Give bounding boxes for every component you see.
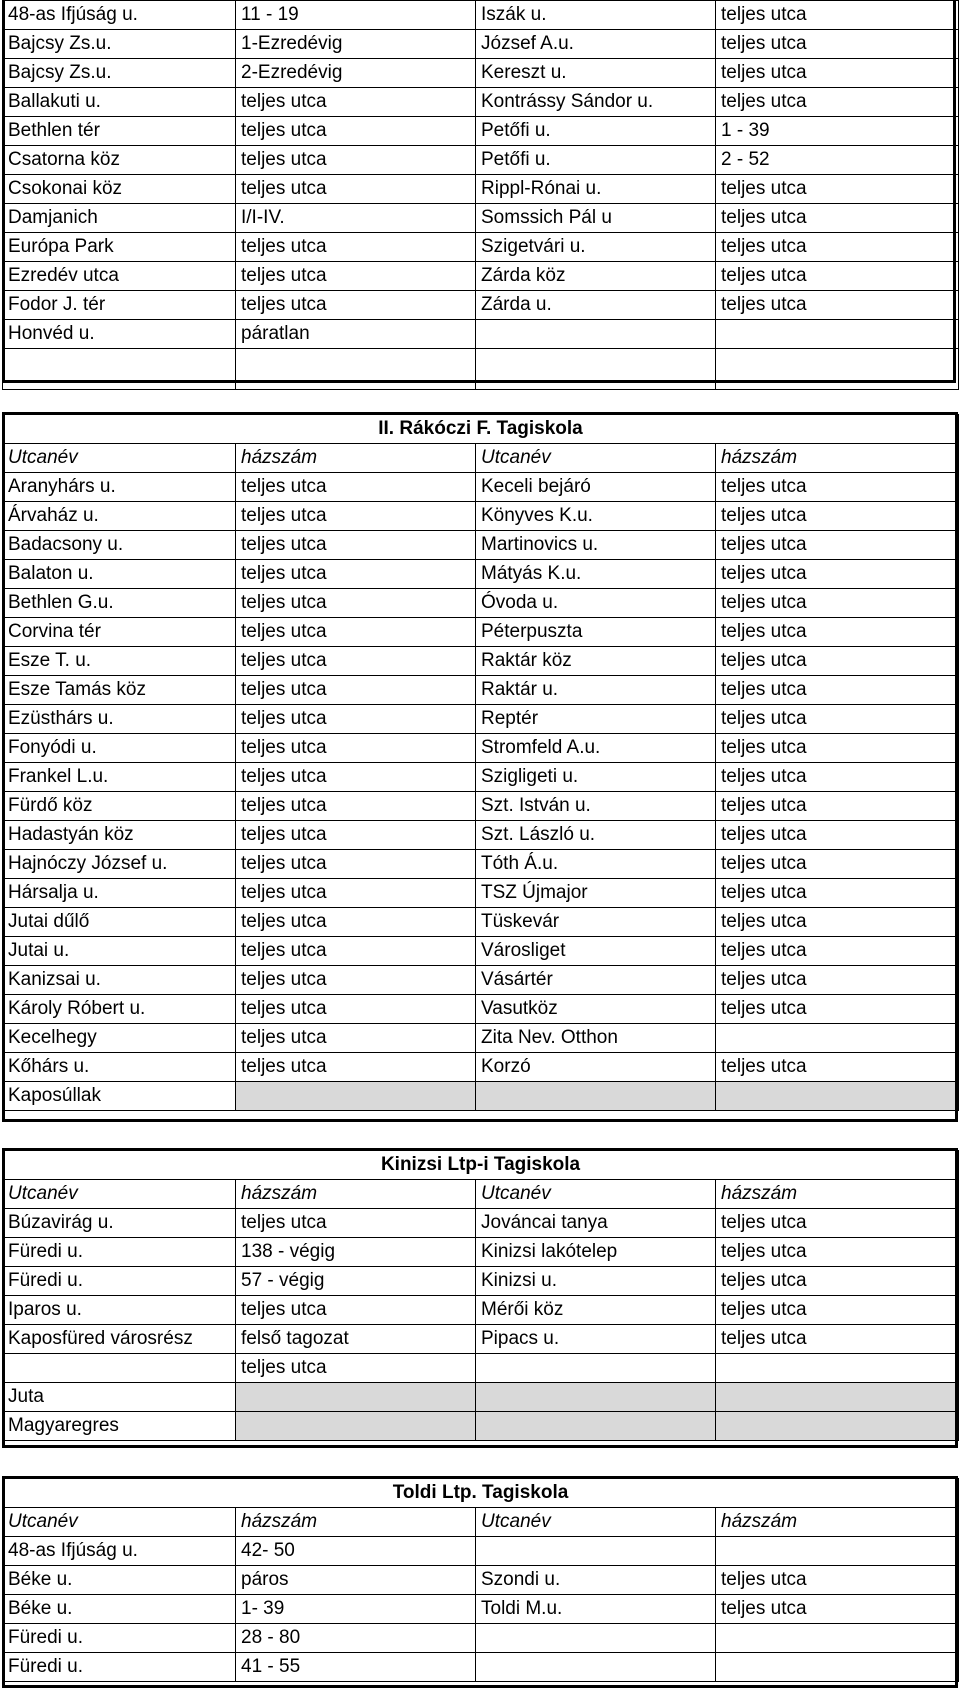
street-name-cell: 48-as Ifjúság u. <box>3 1 236 30</box>
house-number-cell: teljes utca <box>236 1209 476 1238</box>
header-house-number: házszám <box>236 444 476 473</box>
street-name-cell: Füredi u. <box>3 1653 236 1682</box>
house-number-cell <box>716 320 959 349</box>
house-number-cell: 2 - 52 <box>716 146 959 175</box>
table-row <box>3 1209 959 1238</box>
street-name-cell: Könyves K.u. <box>476 502 716 531</box>
house-number-cell <box>716 1653 959 1682</box>
street-name-cell: Keceli bejáró <box>476 473 716 502</box>
section-title: Kinizsi Ltp-i Tagiskola <box>3 1151 959 1180</box>
house-number-cell: teljes utca <box>716 473 959 502</box>
street-name-cell: Európa Park <box>3 233 236 262</box>
header-street-name: Utcanév <box>476 1180 716 1209</box>
header-house-number: házszám <box>716 444 959 473</box>
street-name-cell: Hadastyán köz <box>3 821 236 850</box>
street-name-cell: Kecelhegy <box>3 1024 236 1053</box>
toldi-section-table <box>2 1478 959 1682</box>
table-row <box>3 531 959 560</box>
table-row <box>3 937 959 966</box>
table-row <box>3 589 959 618</box>
house-number-cell: teljes utca <box>716 995 959 1024</box>
street-name-cell: Mátyás K.u. <box>476 560 716 589</box>
street-name-cell: Korzó <box>476 1053 716 1082</box>
street-name-cell <box>476 1537 716 1566</box>
street-name-cell: Szigetvári u. <box>476 233 716 262</box>
street-name-cell: Szt. László u. <box>476 821 716 850</box>
house-number-cell: teljes utca <box>236 647 476 676</box>
house-number-cell: teljes utca <box>236 995 476 1024</box>
table-row <box>3 473 959 502</box>
house-number-cell <box>716 1024 959 1053</box>
house-number-cell: teljes utca <box>716 1325 959 1354</box>
street-name-cell: Szigligeti u. <box>476 763 716 792</box>
street-name-cell: Esze T. u. <box>3 647 236 676</box>
table-row <box>3 1267 959 1296</box>
table-row <box>3 995 959 1024</box>
street-name-cell: Füredi u. <box>3 1238 236 1267</box>
house-number-cell: teljes utca <box>236 705 476 734</box>
street-name-cell: Fürdő köz <box>3 792 236 821</box>
table-row <box>3 233 959 262</box>
table-row <box>3 1595 959 1624</box>
street-name-cell: Hajnóczy József u. <box>3 850 236 879</box>
house-number-cell: teljes utca <box>236 850 476 879</box>
street-name-cell: Frankel L.u. <box>3 763 236 792</box>
house-number-cell: teljes utca <box>236 502 476 531</box>
street-name-cell: Fonyódi u. <box>3 734 236 763</box>
street-name-cell: Aranyhárs u. <box>3 473 236 502</box>
house-number-cell: teljes utca <box>716 705 959 734</box>
street-name-cell: Mérői köz <box>476 1296 716 1325</box>
house-number-cell: teljes utca <box>716 676 959 705</box>
table-row <box>3 1238 959 1267</box>
house-number-cell <box>236 349 476 390</box>
street-name-cell: Iparos u. <box>3 1296 236 1325</box>
house-number-cell: teljes utca <box>236 821 476 850</box>
street-name-cell: Hársalja u. <box>3 879 236 908</box>
header-street-name: Utcanév <box>476 1508 716 1537</box>
house-number-cell: teljes utca <box>716 908 959 937</box>
house-number-cell: teljes utca <box>236 792 476 821</box>
header-street-name: Utcanév <box>476 444 716 473</box>
house-number-cell: teljes utca <box>716 262 959 291</box>
street-name-cell: Jutai dűlő <box>3 908 236 937</box>
street-name-cell: Stromfeld A.u. <box>476 734 716 763</box>
house-number-cell: teljes utca <box>236 1354 476 1383</box>
house-number-cell: teljes utca <box>236 908 476 937</box>
house-number-cell: 138 - végig <box>236 1238 476 1267</box>
house-number-cell <box>716 1082 959 1111</box>
street-name-cell: Zárda u. <box>476 291 716 320</box>
house-number-cell: 42- 50 <box>236 1537 476 1566</box>
table-row <box>3 734 959 763</box>
house-number-cell: teljes utca <box>236 966 476 995</box>
house-number-cell: teljes utca <box>236 1024 476 1053</box>
table-row <box>3 647 959 676</box>
header-house-number: házszám <box>716 1180 959 1209</box>
table-row <box>3 320 959 349</box>
house-number-cell <box>716 1354 959 1383</box>
house-number-cell: teljes utca <box>716 763 959 792</box>
house-number-cell <box>236 1082 476 1111</box>
header-street-name: Utcanév <box>3 1508 236 1537</box>
table-row <box>3 1354 959 1383</box>
table-row <box>3 502 959 531</box>
street-name-cell: TSZ Újmajor <box>476 879 716 908</box>
street-name-cell: Magyaregres <box>3 1412 236 1441</box>
street-name-cell: Esze Tamás köz <box>3 676 236 705</box>
table-row <box>3 30 959 59</box>
house-number-cell <box>716 1383 959 1412</box>
street-name-cell: Toldi M.u. <box>476 1595 716 1624</box>
street-name-cell: Jutai u. <box>3 937 236 966</box>
house-number-cell: teljes utca <box>716 30 959 59</box>
street-name-cell: Kőhárs u. <box>3 1053 236 1082</box>
house-number-cell <box>716 349 959 390</box>
street-name-cell: Tüskevár <box>476 908 716 937</box>
street-name-cell: Károly Róbert u. <box>3 995 236 1024</box>
header-house-number: házszám <box>236 1508 476 1537</box>
street-name-cell: Pipacs u. <box>476 1325 716 1354</box>
street-name-cell: Petőfi u. <box>476 117 716 146</box>
street-name-cell: Raktár u. <box>476 676 716 705</box>
street-name-cell: Damjanich <box>3 204 236 233</box>
table-row <box>3 1624 959 1653</box>
kinizsi-section-table <box>2 1150 959 1441</box>
street-name-cell: Ballakuti u. <box>3 88 236 117</box>
table-row <box>3 146 959 175</box>
table-row <box>3 1053 959 1082</box>
street-name-cell <box>476 1412 716 1441</box>
table-row <box>3 59 959 88</box>
house-number-cell: 1 - 39 <box>716 117 959 146</box>
header-house-number: házszám <box>236 1180 476 1209</box>
house-number-cell: teljes utca <box>716 175 959 204</box>
house-number-cell: 57 - végig <box>236 1267 476 1296</box>
street-name-cell: Árvaház u. <box>3 502 236 531</box>
table-row <box>3 291 959 320</box>
street-name-cell: Kaposúllak <box>3 1082 236 1111</box>
table-row <box>3 88 959 117</box>
street-name-cell: Szondi u. <box>476 1566 716 1595</box>
house-number-cell: teljes utca <box>716 1053 959 1082</box>
section-title: Toldi Ltp. Tagiskola <box>3 1479 959 1508</box>
table-row <box>3 1566 959 1595</box>
house-number-cell <box>716 1412 959 1441</box>
street-name-cell: Jováncai tanya <box>476 1209 716 1238</box>
house-number-cell: teljes utca <box>236 879 476 908</box>
table-row <box>3 262 959 291</box>
table-row <box>3 1082 959 1111</box>
house-number-cell: teljes utca <box>236 937 476 966</box>
house-number-cell: 1- 39 <box>236 1595 476 1624</box>
house-number-cell: 2-Ezredévig <box>236 59 476 88</box>
house-number-cell: 41 - 55 <box>236 1653 476 1682</box>
table-row <box>3 1412 959 1441</box>
street-name-cell: Bajcsy Zs.u. <box>3 30 236 59</box>
street-name-cell: Kereszt u. <box>476 59 716 88</box>
table-row <box>3 175 959 204</box>
header-house-number: házszám <box>716 1508 959 1537</box>
street-name-cell <box>476 1383 716 1412</box>
house-number-cell: teljes utca <box>716 291 959 320</box>
house-number-cell: teljes utca <box>716 88 959 117</box>
house-number-cell: teljes utca <box>236 618 476 647</box>
street-name-cell: Búzavirág u. <box>3 1209 236 1238</box>
street-name-cell: Tóth Á.u. <box>476 850 716 879</box>
house-number-cell: teljes utca <box>236 473 476 502</box>
table-row <box>3 618 959 647</box>
house-number-cell <box>236 1383 476 1412</box>
street-name-cell: Bethlen G.u. <box>3 589 236 618</box>
street-name-cell: Bethlen tér <box>3 117 236 146</box>
table-row <box>3 908 959 937</box>
street-name-cell <box>476 320 716 349</box>
house-number-cell: teljes utca <box>716 647 959 676</box>
house-number-cell: teljes utca <box>236 291 476 320</box>
street-name-cell: Csatorna köz <box>3 146 236 175</box>
table-row <box>3 560 959 589</box>
house-number-cell: teljes utca <box>716 233 959 262</box>
street-name-cell: Zárda köz <box>476 262 716 291</box>
street-name-cell: Kinizsi u. <box>476 1267 716 1296</box>
street-name-cell <box>476 1354 716 1383</box>
house-number-cell: felső tagozat <box>236 1325 476 1354</box>
house-number-cell: teljes utca <box>716 734 959 763</box>
street-name-cell: Ezredév utca <box>3 262 236 291</box>
house-number-cell: teljes utca <box>236 146 476 175</box>
house-number-cell: teljes utca <box>716 850 959 879</box>
street-name-cell <box>3 349 236 390</box>
street-name-cell: Reptér <box>476 705 716 734</box>
house-number-cell: teljes utca <box>236 531 476 560</box>
top-street-table <box>2 0 959 390</box>
table-row <box>3 763 959 792</box>
street-name-cell <box>476 349 716 390</box>
house-number-cell: teljes utca <box>716 502 959 531</box>
table-row <box>3 705 959 734</box>
table-row <box>3 1024 959 1053</box>
street-name-cell: Béke u. <box>3 1595 236 1624</box>
table-row <box>3 821 959 850</box>
house-number-cell: teljes utca <box>236 262 476 291</box>
street-name-cell: Ezüsthárs u. <box>3 705 236 734</box>
street-name-cell: Óvoda u. <box>476 589 716 618</box>
street-name-cell: Kinizsi lakótelep <box>476 1238 716 1267</box>
table-row <box>3 1653 959 1682</box>
table-row <box>3 1325 959 1354</box>
house-number-cell <box>716 1624 959 1653</box>
house-number-cell: teljes utca <box>236 560 476 589</box>
street-name-cell: Raktár köz <box>476 647 716 676</box>
street-name-cell: Iszák u. <box>476 1 716 30</box>
table-row <box>3 204 959 233</box>
table-row <box>3 117 959 146</box>
house-number-cell: teljes utca <box>236 175 476 204</box>
section-title: II. Rákóczi F. Tagiskola <box>3 415 959 444</box>
header-street-name: Utcanév <box>3 444 236 473</box>
house-number-cell: 11 - 19 <box>236 1 476 30</box>
table-row <box>3 349 959 390</box>
house-number-cell: teljes utca <box>716 879 959 908</box>
street-name-cell: Városliget <box>476 937 716 966</box>
house-number-cell <box>716 1537 959 1566</box>
header-street-name: Utcanév <box>3 1180 236 1209</box>
table-row <box>3 1 959 30</box>
street-name-cell: Szt. István u. <box>476 792 716 821</box>
table-row <box>3 1383 959 1412</box>
table-row <box>3 879 959 908</box>
rakoczi-section-table <box>2 414 959 1111</box>
house-number-cell: teljes utca <box>716 966 959 995</box>
table-row <box>3 1537 959 1566</box>
street-name-cell: Fodor J. tér <box>3 291 236 320</box>
street-name-cell: Somssich Pál u <box>476 204 716 233</box>
house-number-cell: teljes utca <box>716 1267 959 1296</box>
house-number-cell: 1-Ezredévig <box>236 30 476 59</box>
street-name-cell: Kanizsai u. <box>3 966 236 995</box>
street-name-cell: Péterpuszta <box>476 618 716 647</box>
street-name-cell: Vasutköz <box>476 995 716 1024</box>
street-name-cell <box>476 1653 716 1682</box>
street-name-cell: Kaposfüred városrész <box>3 1325 236 1354</box>
house-number-cell: teljes utca <box>716 1238 959 1267</box>
house-number-cell: teljes utca <box>716 59 959 88</box>
street-name-cell: Martinovics u. <box>476 531 716 560</box>
house-number-cell: teljes utca <box>716 1566 959 1595</box>
street-name-cell: Corvina tér <box>3 618 236 647</box>
house-number-cell: teljes utca <box>716 531 959 560</box>
house-number-cell <box>236 1412 476 1441</box>
house-number-cell: teljes utca <box>716 589 959 618</box>
house-number-cell: teljes utca <box>716 792 959 821</box>
street-name-cell: Badacsony u. <box>3 531 236 560</box>
house-number-cell: teljes utca <box>236 676 476 705</box>
street-name-cell: Füredi u. <box>3 1624 236 1653</box>
house-number-cell: teljes utca <box>236 763 476 792</box>
street-name-cell: Csokonai köz <box>3 175 236 204</box>
street-name-cell: Balaton u. <box>3 560 236 589</box>
house-number-cell: teljes utca <box>236 1296 476 1325</box>
street-name-cell: Vásártér <box>476 966 716 995</box>
street-name-cell: Füredi u. <box>3 1267 236 1296</box>
table-row <box>3 850 959 879</box>
table-row <box>3 676 959 705</box>
street-name-cell <box>476 1082 716 1111</box>
house-number-cell: teljes utca <box>716 1209 959 1238</box>
house-number-cell: 28 - 80 <box>236 1624 476 1653</box>
street-name-cell: Béke u. <box>3 1566 236 1595</box>
house-number-cell: teljes utca <box>236 88 476 117</box>
street-name-cell: Kontrássy Sándor u. <box>476 88 716 117</box>
house-number-cell: teljes utca <box>716 1 959 30</box>
house-number-cell: páros <box>236 1566 476 1595</box>
street-name-cell <box>476 1624 716 1653</box>
house-number-cell: páratlan <box>236 320 476 349</box>
house-number-cell: teljes utca <box>716 1595 959 1624</box>
house-number-cell: teljes utca <box>236 589 476 618</box>
street-name-cell: Honvéd u. <box>3 320 236 349</box>
house-number-cell: teljes utca <box>236 734 476 763</box>
house-number-cell: teljes utca <box>716 821 959 850</box>
house-number-cell: I/I-IV. <box>236 204 476 233</box>
house-number-cell: teljes utca <box>236 117 476 146</box>
street-name-cell: Zita Nev. Otthon <box>476 1024 716 1053</box>
house-number-cell: teljes utca <box>236 1053 476 1082</box>
house-number-cell: teljes utca <box>716 937 959 966</box>
house-number-cell: teljes utca <box>716 204 959 233</box>
table-row <box>3 1296 959 1325</box>
street-name-cell <box>3 1354 236 1383</box>
table-row <box>3 966 959 995</box>
street-name-cell: Juta <box>3 1383 236 1412</box>
house-number-cell: teljes utca <box>716 1296 959 1325</box>
street-name-cell: József A.u. <box>476 30 716 59</box>
street-name-cell: Petőfi u. <box>476 146 716 175</box>
table-row <box>3 792 959 821</box>
street-name-cell: Rippl-Rónai u. <box>476 175 716 204</box>
house-number-cell: teljes utca <box>236 233 476 262</box>
street-name-cell: 48-as Ifjúság u. <box>3 1537 236 1566</box>
house-number-cell: teljes utca <box>716 618 959 647</box>
street-name-cell: Bajcsy Zs.u. <box>3 59 236 88</box>
house-number-cell: teljes utca <box>716 560 959 589</box>
